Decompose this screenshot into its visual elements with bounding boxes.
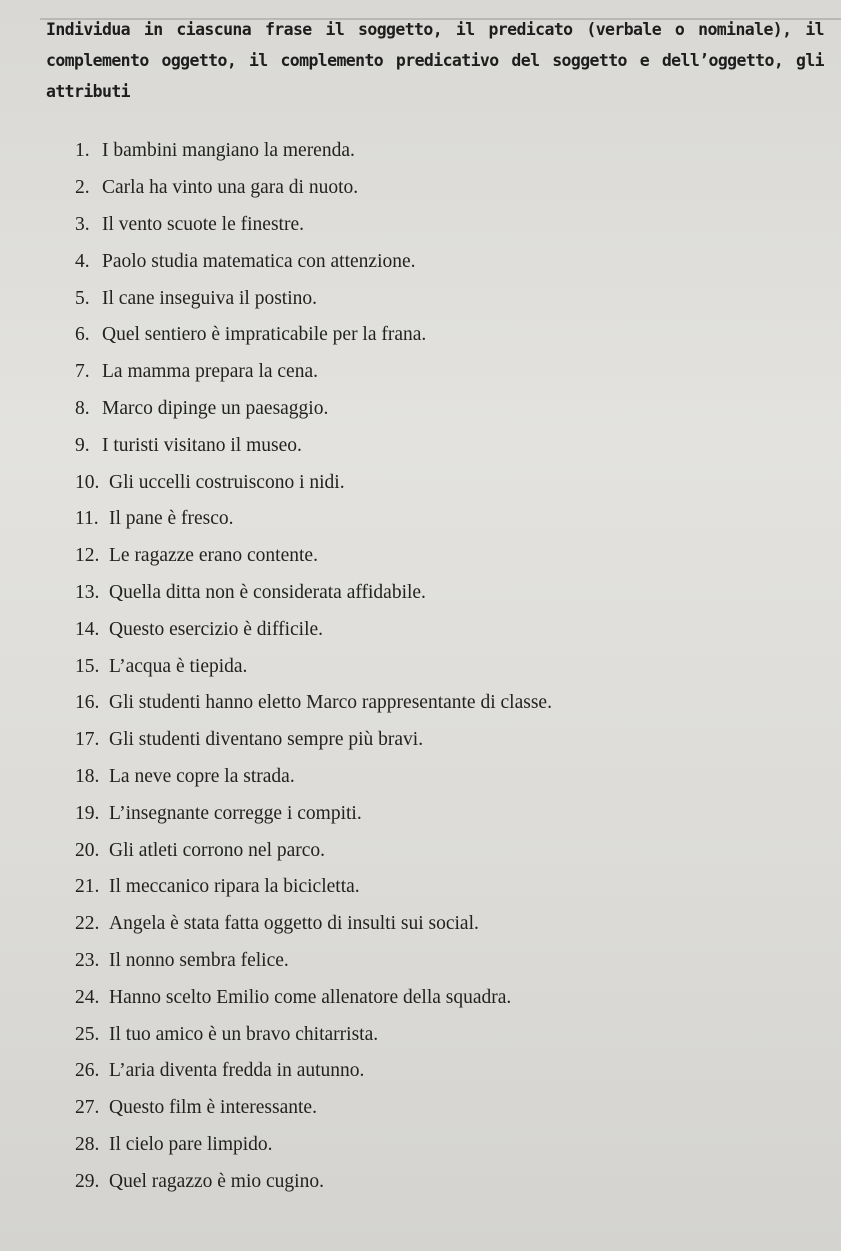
sentence-text: Gli atleti corrono nel parco. xyxy=(109,839,326,861)
sentence-number: 26. xyxy=(75,1060,100,1082)
sentence-item xyxy=(75,979,552,1016)
sentence-number: 24. xyxy=(75,986,100,1008)
sentence-item xyxy=(75,722,552,759)
sentence-text: Il vento scuote le finestre. xyxy=(102,213,304,235)
sentence-item xyxy=(75,538,552,575)
sentence-number: 18. xyxy=(75,765,100,787)
sentence-item xyxy=(75,685,552,722)
sentence-item xyxy=(75,611,552,648)
sentence-text: Questo film è interessante. xyxy=(109,1097,317,1119)
sentence-number: 9. xyxy=(75,434,90,456)
sentence-item xyxy=(75,501,552,538)
sentence-list xyxy=(75,133,552,1200)
sentence-number: 8. xyxy=(75,397,90,419)
sentence-item xyxy=(75,1163,552,1200)
sentence-text: L’insegnante corregge i compiti. xyxy=(109,802,362,824)
sentence-number: 14. xyxy=(75,618,100,640)
sentence-text: I bambini mangiano la merenda. xyxy=(102,140,355,162)
sentence-number: 28. xyxy=(75,1133,100,1155)
sentence-item xyxy=(75,427,552,464)
sentence-item xyxy=(75,1090,552,1127)
sentence-text: I turisti visitano il museo. xyxy=(102,434,302,456)
sentence-text: Paolo studia matematica con attenzione. xyxy=(102,250,416,272)
sentence-number: 6. xyxy=(75,324,90,346)
sentence-item xyxy=(75,1053,552,1090)
sentence-text: Il cielo pare limpido. xyxy=(109,1133,273,1155)
sentence-number: 11. xyxy=(75,508,99,530)
sentence-text: Marco dipinge un paesaggio. xyxy=(102,397,329,419)
sentence-item xyxy=(75,1127,552,1164)
sentence-number: 2. xyxy=(75,177,90,199)
sentence-number: 19. xyxy=(75,802,100,824)
sentence-text: Quella ditta non è considerata affidabile. xyxy=(109,581,426,603)
sentence-number: 23. xyxy=(75,949,100,971)
sentence-number: 1. xyxy=(75,140,90,162)
sentence-text: La neve copre la strada. xyxy=(109,765,295,787)
sentence-number: 10. xyxy=(75,471,100,493)
sentence-item xyxy=(75,354,552,391)
sentence-text: Il meccanico ripara la bicicletta. xyxy=(109,876,360,898)
sentence-number: 22. xyxy=(75,913,100,935)
sentence-number: 7. xyxy=(75,361,90,383)
sentence-item xyxy=(75,207,552,244)
sentence-text: Questo esercizio è difficile. xyxy=(109,618,324,640)
sentence-item xyxy=(75,391,552,428)
sentence-item xyxy=(75,759,552,796)
sentence-text: La mamma prepara la cena. xyxy=(102,361,318,383)
sentence-item xyxy=(75,464,552,501)
sentence-text: Il tuo amico è un bravo chitarrista. xyxy=(109,1023,379,1045)
sentence-number: 16. xyxy=(75,692,100,714)
sentence-text: Angela è stata fatta oggetto di insulti sui social. xyxy=(109,913,479,935)
sentence-item xyxy=(75,170,552,207)
sentence-item xyxy=(75,648,552,685)
sentence-text: Il pane è fresco. xyxy=(109,508,234,530)
sentence-item xyxy=(75,1016,552,1053)
sentence-text: L’acqua è tiepida. xyxy=(109,655,248,677)
sentence-text: Il nonno sembra felice. xyxy=(109,949,289,971)
sentence-text: Gli studenti hanno eletto Marco rappresentante di classe. xyxy=(109,692,552,714)
sentence-number: 27. xyxy=(75,1097,100,1119)
sentence-text: Gli studenti diventano sempre più bravi. xyxy=(109,729,424,751)
sentence-text: Carla ha vinto una gara di nuoto. xyxy=(102,177,359,199)
sentence-number: 3. xyxy=(75,213,90,235)
sentence-text: Hanno scelto Emilio come allenatore della squadra. xyxy=(109,986,512,1008)
sentence-number: 13. xyxy=(75,581,100,603)
sentence-item xyxy=(75,133,552,170)
sentence-number: 5. xyxy=(75,287,90,309)
sentence-number: 29. xyxy=(75,1170,100,1192)
sentence-item xyxy=(75,832,552,869)
sentence-text: Quel ragazzo è mio cugino. xyxy=(109,1170,324,1192)
sentence-text: Gli uccelli costruiscono i nidi. xyxy=(109,471,345,493)
sentence-item xyxy=(75,575,552,612)
sentence-item xyxy=(75,243,552,280)
sentence-text: L’aria diventa fredda in autunno. xyxy=(109,1060,365,1082)
sentence-number: 21. xyxy=(75,876,100,898)
sentence-item xyxy=(75,795,552,832)
sentence-number: 20. xyxy=(75,839,100,861)
sentence-item xyxy=(75,869,552,906)
sentence-number: 25. xyxy=(75,1023,100,1045)
sentence-item xyxy=(75,906,552,943)
sentence-item xyxy=(75,943,552,980)
sentence-item xyxy=(75,280,552,317)
sentence-item xyxy=(75,317,552,354)
sentence-number: 17. xyxy=(75,729,100,751)
exercise-instructions: Individua in ciascuna frase il soggetto, il predicato (verbale o nominale), il complemento oggetto, il complemento predicativo del soggetto e dell’oggetto, gli attributi xyxy=(46,20,824,101)
sentence-text: Il cane inseguiva il postino. xyxy=(102,287,317,309)
sentence-text: Quel sentiero è impraticabile per la frana. xyxy=(102,324,427,346)
sentence-number: 12. xyxy=(75,545,100,567)
sentence-number: 4. xyxy=(75,250,90,272)
sentence-number: 15. xyxy=(75,655,100,677)
sentence-text: Le ragazze erano contente. xyxy=(109,545,318,567)
